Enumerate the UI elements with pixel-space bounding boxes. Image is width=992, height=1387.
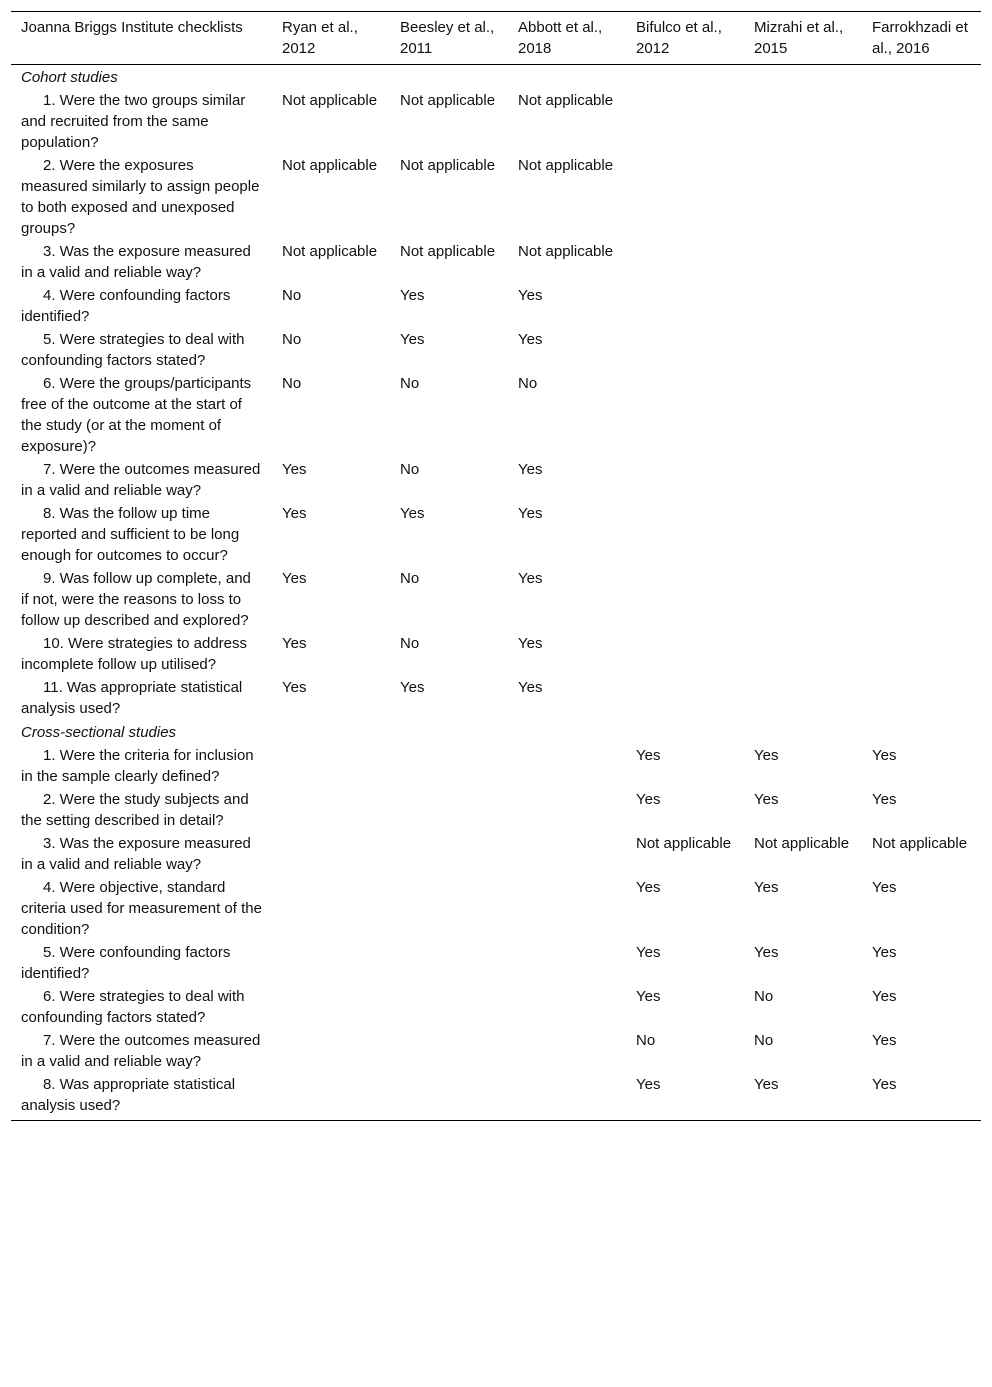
rating-cell: Not applicable [636, 835, 732, 852]
rating-cell [508, 1029, 626, 1073]
rating-cell [862, 284, 981, 328]
question-cell: 4. Were objective, standard criteria used for measurement of the condition? [21, 879, 262, 938]
rating-cell [272, 985, 390, 1029]
rating-cell [390, 1073, 508, 1121]
table-row [11, 676, 981, 720]
table-row [11, 458, 981, 502]
rating-cell: Yes [872, 879, 897, 896]
rating-cell [744, 458, 862, 502]
table-row [11, 567, 981, 632]
table-row [11, 154, 981, 240]
rating-cell: No [282, 287, 302, 304]
rating-cell [626, 154, 744, 240]
rating-cell [508, 832, 626, 876]
table-header [11, 12, 981, 65]
rating-cell [390, 788, 508, 832]
section-row [11, 720, 981, 744]
rating-cell [626, 632, 744, 676]
rating-cell: Yes [754, 879, 779, 896]
rating-cell: No [754, 988, 774, 1005]
rating-cell: No [636, 1032, 656, 1049]
rating-cell [744, 284, 862, 328]
rating-cell: No [518, 375, 538, 392]
rating-cell [744, 89, 862, 154]
rating-cell: Yes [872, 944, 897, 961]
rating-cell: Yes [282, 505, 307, 522]
question-cell: 1. Were the two groups similar and recruited from the same population? [21, 92, 246, 151]
rating-cell: Not applicable [400, 243, 496, 260]
rating-cell [862, 676, 981, 720]
rating-cell: No [282, 375, 302, 392]
rating-cell: Yes [754, 1076, 779, 1093]
question-cell: 1. Were the criteria for inclusion in the sample clearly defined? [21, 747, 254, 785]
rating-cell [272, 744, 390, 788]
rating-cell [508, 985, 626, 1029]
section-title: Cohort studies [21, 69, 118, 86]
rating-cell: No [400, 635, 420, 652]
rating-cell: Yes [636, 747, 661, 764]
rating-cell [272, 941, 390, 985]
question-cell: 8. Was appropriate statistical analysis used? [21, 1076, 236, 1114]
table-row [11, 1073, 981, 1121]
rating-cell: Yes [282, 635, 307, 652]
question-cell: 2. Were the study subjects and the setting described in detail? [21, 791, 249, 829]
table-row [11, 788, 981, 832]
header-row [11, 12, 981, 65]
question-cell: 3. Was the exposure measured in a valid and reliable way? [21, 243, 251, 281]
rating-cell: Yes [872, 1076, 897, 1093]
question-cell: 8. Was the follow up time reported and sufficient to be long enough for outcomes to occur? [21, 505, 240, 564]
rating-cell: Not applicable [282, 157, 378, 174]
rating-cell [744, 567, 862, 632]
rating-cell [862, 567, 981, 632]
rating-cell: Yes [400, 679, 425, 696]
rating-cell: Not applicable [282, 243, 378, 260]
rating-cell [744, 502, 862, 567]
rating-cell [508, 788, 626, 832]
rating-cell [272, 788, 390, 832]
question-cell: 9. Was follow up complete, and if not, were the reasons to loss to follow up described and explored? [21, 570, 251, 629]
jbi-checklist-table [11, 11, 981, 1121]
table-row [11, 89, 981, 154]
rating-cell [862, 154, 981, 240]
rating-cell [626, 89, 744, 154]
rating-cell: Yes [872, 747, 897, 764]
rating-cell: Yes [400, 287, 425, 304]
table-row [11, 632, 981, 676]
rating-cell: Yes [636, 944, 661, 961]
rating-cell: Yes [518, 570, 543, 587]
table-row [11, 1029, 981, 1073]
rating-cell [744, 676, 862, 720]
rating-cell [272, 832, 390, 876]
rating-cell [626, 458, 744, 502]
question-cell: 10. Were strategies to address incomplete follow up utilised? [21, 635, 247, 673]
column-header-checklist: Joanna Briggs Institute checklists [21, 19, 243, 36]
rating-cell [626, 372, 744, 458]
rating-cell [272, 1073, 390, 1121]
rating-cell [744, 632, 862, 676]
column-header-bifulco-2012: Bifulco et al., 2012 [636, 19, 722, 57]
rating-cell [626, 284, 744, 328]
rating-cell [862, 372, 981, 458]
section-title: Cross-sectional studies [21, 724, 177, 741]
rating-cell: Not applicable [754, 835, 850, 852]
rating-cell [744, 240, 862, 284]
column-header-mizrahi-2015: Mizrahi et al., 2015 [754, 19, 844, 57]
table-row [11, 985, 981, 1029]
column-header-ryan-2012: Ryan et al., 2012 [282, 19, 358, 57]
rating-cell [508, 1073, 626, 1121]
rating-cell: Not applicable [400, 92, 496, 109]
rating-cell: Not applicable [518, 92, 614, 109]
rating-cell: Yes [518, 635, 543, 652]
question-cell: 5. Were confounding factors identified? [21, 944, 231, 982]
rating-cell: Not applicable [400, 157, 496, 174]
rating-cell [272, 1029, 390, 1073]
rating-cell [626, 240, 744, 284]
question-cell: 6. Were the groups/participants free of the outcome at the start of the study (or at the moment of exposure)? [21, 375, 252, 455]
rating-cell: Yes [282, 570, 307, 587]
jbi-checklist-table-container [11, 11, 981, 1121]
question-cell: 6. Were strategies to deal with confounding factors stated? [21, 988, 245, 1026]
rating-cell: Yes [518, 331, 543, 348]
rating-cell [744, 328, 862, 372]
rating-cell: Yes [636, 988, 661, 1005]
rating-cell [390, 876, 508, 941]
rating-cell [744, 154, 862, 240]
rating-cell [626, 567, 744, 632]
table-row [11, 284, 981, 328]
rating-cell [272, 876, 390, 941]
table-row [11, 941, 981, 985]
rating-cell [390, 832, 508, 876]
question-cell: 4. Were confounding factors identified? [21, 287, 231, 325]
rating-cell: Yes [754, 944, 779, 961]
rating-cell: Yes [518, 679, 543, 696]
rating-cell: No [400, 461, 420, 478]
rating-cell [390, 941, 508, 985]
rating-cell [390, 1029, 508, 1073]
question-cell: 5. Were strategies to deal with confounding factors stated? [21, 331, 245, 369]
question-cell: 7. Were the outcomes measured in a valid and reliable way? [21, 1032, 261, 1070]
table-row [11, 876, 981, 941]
rating-cell [508, 941, 626, 985]
rating-cell [390, 985, 508, 1029]
rating-cell [508, 876, 626, 941]
question-cell: 2. Were the exposures measured similarly to assign people to both exposed and unexposed groups? [21, 157, 260, 237]
rating-cell: No [400, 375, 420, 392]
section-row [11, 65, 981, 90]
table-body [11, 65, 981, 1121]
rating-cell: Yes [636, 791, 661, 808]
table-row [11, 744, 981, 788]
rating-cell [508, 744, 626, 788]
column-header-abbott-2018: Abbott et al., 2018 [518, 19, 603, 57]
table-row [11, 502, 981, 567]
rating-cell: Yes [754, 791, 779, 808]
table-row [11, 240, 981, 284]
question-cell: 7. Were the outcomes measured in a valid and reliable way? [21, 461, 261, 499]
table-row [11, 328, 981, 372]
rating-cell: Not applicable [518, 243, 614, 260]
rating-cell: Yes [872, 1032, 897, 1049]
rating-cell [626, 502, 744, 567]
rating-cell [862, 240, 981, 284]
rating-cell [862, 458, 981, 502]
rating-cell: Yes [400, 505, 425, 522]
rating-cell [862, 328, 981, 372]
table-row [11, 372, 981, 458]
rating-cell: Yes [872, 791, 897, 808]
rating-cell [862, 502, 981, 567]
rating-cell: Not applicable [872, 835, 968, 852]
rating-cell: Yes [282, 461, 307, 478]
rating-cell: Yes [518, 287, 543, 304]
rating-cell: Yes [636, 879, 661, 896]
rating-cell: Yes [282, 679, 307, 696]
rating-cell: Yes [518, 505, 543, 522]
column-header-farrokhzadi-2016: Farrokhzadi et al., 2016 [872, 19, 968, 57]
rating-cell: Yes [872, 988, 897, 1005]
rating-cell [744, 372, 862, 458]
rating-cell [626, 328, 744, 372]
rating-cell: No [400, 570, 420, 587]
rating-cell: Yes [754, 747, 779, 764]
table-row [11, 832, 981, 876]
rating-cell: No [282, 331, 302, 348]
rating-cell: No [754, 1032, 774, 1049]
rating-cell [862, 632, 981, 676]
rating-cell: Not applicable [282, 92, 378, 109]
rating-cell: Yes [518, 461, 543, 478]
rating-cell [390, 744, 508, 788]
rating-cell: Yes [400, 331, 425, 348]
question-cell: 11. Was appropriate statistical analysis used? [21, 679, 243, 717]
column-header-beesley-2011: Beesley et al., 2011 [400, 19, 495, 57]
rating-cell: Not applicable [518, 157, 614, 174]
rating-cell [626, 676, 744, 720]
question-cell: 3. Was the exposure measured in a valid and reliable way? [21, 835, 251, 873]
rating-cell [862, 89, 981, 154]
rating-cell: Yes [636, 1076, 661, 1093]
